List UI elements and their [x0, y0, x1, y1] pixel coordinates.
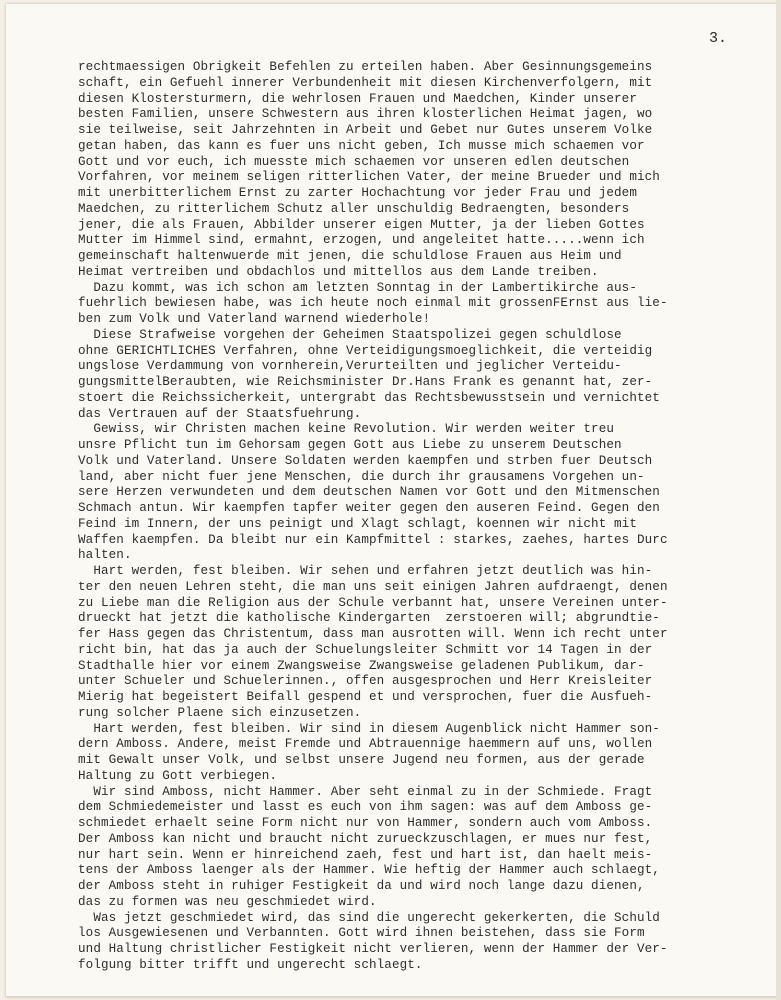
text-line: Feind im Innern, der uns peinigt und Xlagt schlagt, koennen wir nicht mit: [78, 516, 637, 531]
text-line: Schmach antun. Wir kaempfen tapfer weiter gegen den auseren Feind. Gegen den: [78, 501, 660, 515]
text-line: Hart werden, fest bleiben. Wir sehen und erfahren jetzt deutlich was hin-: [78, 564, 653, 578]
text-line: Vorfahren, vor meinem seligen ritterlichen Vater, der meine Brueder und mich: [78, 170, 660, 185]
page-number: 3.: [708, 30, 727, 47]
text-line: Wir sind Amboss, nicht Hammer. Aber seht einmal zu in der Schmiede. Fragt: [78, 784, 653, 799]
text-line: rung solcher Plaene sich einzusetzen.: [78, 705, 362, 720]
text-line: besten Familien, unsere Schwestern aus ihren klosterlichen Heimat jagen, wo: [78, 107, 653, 122]
text-line: Waffen kaempfen. Da bleibt nur ein Kampfmittel : starkes, zaehes, hartes Durc: [78, 532, 668, 547]
text-line: Maedchen, zu ritterlichem Schutz aller unschuldig Bedraengten, besonders: [78, 201, 630, 216]
text-line: Haltung zu Gott verbiegen.: [78, 768, 278, 783]
text-line: diesen Klostersturmern, die wehrlosen Frauen und Maedchen, Kinder unserer: [78, 91, 637, 106]
text-line: Gott und vor euch, ich muesste mich schaemen vor unseren edlen deutschen: [78, 154, 630, 169]
text-line: dem Schmiedemeister und lasst es euch von ihm sagen: was auf dem Amboss ge-: [78, 800, 653, 815]
text-line: unsre Pflicht tun im Gehorsam gegen Gott aus Liebe zu unserem Deutschen: [78, 438, 622, 452]
text-line: stoert die Reichssicherkeit, untergrabt das Rechtsbewusstsein und vernichtet: [78, 390, 660, 405]
text-line: Heimat vertreiben und obdachlos und mittellos aus dem Lande treiben.: [78, 264, 599, 279]
text-line: dern Amboss. Andere, meist Fremde und Abtrauennige haemmern auf uns, wollen: [78, 737, 653, 752]
text-line: Stadthalle hier vor einem Zwangsweise Zwangsweise geladenen Publikum, dar-: [78, 658, 645, 673]
typescript-body: [78, 60, 768, 974]
text-line: Was jetzt geschmiedet wird, das sind die ungerecht gekerkerten, die Schuld: [78, 910, 660, 925]
text-line: mit unerbitterlichem Ernst zu zarter Hochachtung vor jeder Frau und jedem: [78, 186, 637, 200]
text-line: schaft, ein Gefuehl innerer Verbundenheit mit diesen Kirchenverfolgern, mit: [78, 75, 653, 90]
text-line: zu Liebe man die Religion aus der Schule verbannt hat, unsere Vereinen unter-: [78, 595, 668, 610]
text-line: schmiedet erhaelt seine Form nicht nur von Hammer, sondern auch vom Amboss.: [78, 816, 653, 830]
text-line: los Ausgewiesenen und Verbannten. Gott wird ihnen beistehen, dass sie Form: [78, 926, 645, 941]
text-line: Hart werden, fest bleiben. Wir sind in diesem Augenblick nicht Hammer son-: [78, 721, 660, 736]
text-line: fuehrlich bewiesen habe, was ich heute noch einmal mit grossenFErnst aus lie-: [78, 296, 668, 311]
text-line: Volk und Vaterland. Unsere Soldaten werden kaempfen und strben fuer Deutsch: [78, 453, 653, 468]
text-line: fer Hass gegen das Christentum, dass man ausrotten will. Wenn ich recht unter: [78, 627, 668, 641]
text-line: ter den neuen Lehren steht, die man uns seit einigen Jahren aufdraengt, denen: [78, 579, 668, 594]
text-line: der Amboss steht in ruhiger Festigkeit da und wird noch lange dazu dienen,: [78, 879, 645, 893]
text-line: ohne GERICHTLICHES Verfahren, ohne Verteidigungsmoeglichkeit, die verteidig: [78, 343, 653, 358]
text-line: halten.: [78, 548, 132, 563]
text-line: Mutter im Himmel sind, ermahnt, erzogen, und angeleitet hatte.....wenn ich: [78, 233, 645, 248]
page-edge-shadow: [776, 0, 781, 1000]
text-line: das zu formen was neu geschmiedet wird.: [78, 894, 377, 909]
text-line: Gewiss, wir Christen machen keine Revolution. Wir werden weiter treu: [78, 422, 615, 437]
text-line: Dazu kommt, was ich schon am letzten Sonntag in der Lambertikirche aus-: [78, 280, 637, 295]
text-line: jener, die als Frauen, Abbilder unserer eigen Mutter, ja der lieben Gottes: [78, 217, 645, 232]
text-line: land, aber nicht fuer jene Menschen, die durch ihr grausamens Vorgehen un-: [78, 469, 645, 484]
text-line: das Vertrauen auf der Staatsfuehrung.: [78, 406, 362, 421]
typewritten-page: [6, 4, 778, 997]
text-line: getan haben, das kann es fuer uns nicht geben, Ich musse mich schaemen vor: [78, 138, 645, 153]
text-line: Diese Strafweise vorgehen der Geheimen Staatspolizei gegen schuldlose: [78, 327, 622, 342]
text-line: Mierig hat begeistert Beifall gespend et und versprochen, fuer die Ausfueh-: [78, 690, 653, 704]
text-line: ben zum Volk und Vaterland warnend wiederhole!: [78, 312, 431, 326]
text-line: gungsmittelBeraubten, wie Reichsminister Dr.Hans Frank es genannt hat, zer-: [78, 375, 653, 389]
text-line: sere Herzen verwundeten und dem deutschen Namen vor Gott und den Mitmenschen: [78, 485, 660, 500]
text-line: mit Gewalt unser Volk, und selbst unsere Jugend neu formen, aus der gerade: [78, 753, 645, 767]
text-line: unter Schueler und Schuelerinnen., offen ausgesprochen und Herr Kreisleiter: [78, 674, 653, 689]
text-line: ungslose Verdammung von vornherein,Verurteilten und jeglicher Verteidu-: [78, 359, 622, 374]
text-line: gemeinschaft haltenwuerde mit jenen, die schuldlose Frauen aus Heim und: [78, 249, 622, 263]
text-line: Der Amboss kan nicht und braucht nicht zurueckzuschlagen, er mues nur fest,: [78, 831, 653, 846]
text-line: rechtmaessigen Obrigkeit Befehlen zu erteilen haben. Aber Gesinnungsgemeins: [78, 60, 653, 74]
text-line: folgung bitter trifft und ungerecht schlaegt.: [78, 957, 423, 972]
text-line: drueckt hat jetzt die katholische Kindergarten zerstoeren will; abgrundtie-: [78, 611, 660, 626]
text-line: richt bin, hat das ja auch der Schuelungsleiter Schmitt vor 14 Tagen in der: [78, 642, 653, 657]
text-line: tens der Amboss laenger als der Hammer. Wie heftig der Hammer auch schlaegt,: [78, 863, 660, 878]
text-line: nur hart sein. Wenn er hinreichend zaeh, fest und hart ist, dan haelt meis-: [78, 847, 653, 862]
text-line: und Haltung christlicher Festigkeit nicht verlieren, wenn der Hammer der Ver-: [78, 942, 668, 956]
text-line: sie teilweise, seit Jahrzehnten in Arbeit und Gebet nur Gutes unserem Volke: [78, 123, 653, 137]
